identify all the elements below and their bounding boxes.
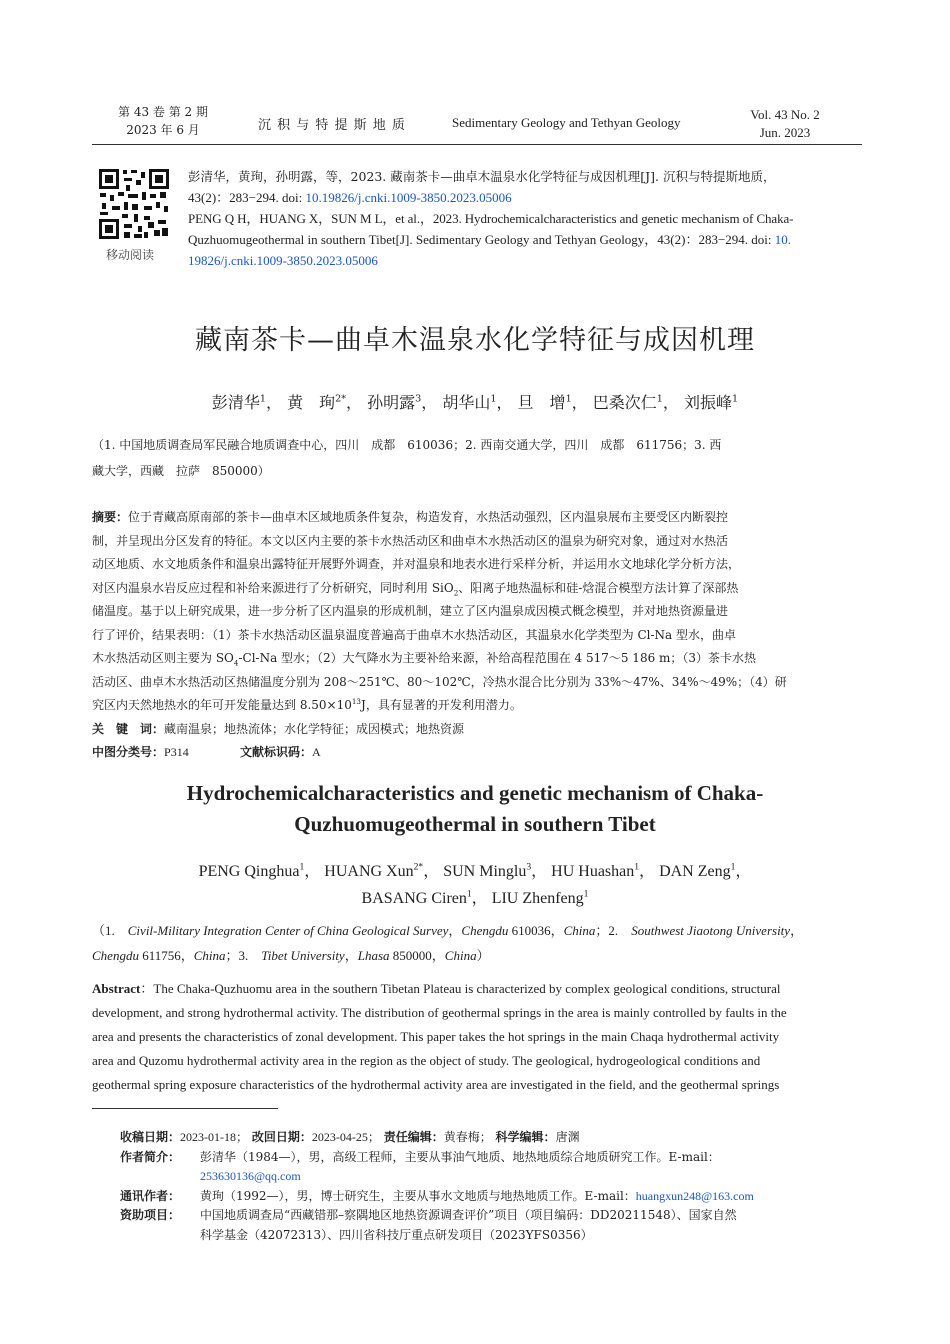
footnotes	[120, 1128, 864, 1245]
keywords-text: 藏南温泉；地热流体；水化学特征；成因模式；地热资源	[164, 721, 465, 736]
corresponding-email-link[interactable]: huangxun248@163.com	[635, 1188, 754, 1203]
author-cn: 刘振峰$^1$	[683, 393, 739, 412]
authors-cn: 彭清华$^1$， 黄 珣$^{2*}$， 孙明露$^3$， 胡华山$^1$， 旦 增$^1$， 巴桑次仁$^1$， 刘振峰$^1$	[211, 393, 739, 412]
author-cn: 胡华山$^1$	[442, 393, 497, 412]
classification	[92, 741, 864, 765]
abstract-en: Abstract：The Chaka-Quzhuomu area in the southern Tibetan Plateau is characterized by complex geological conditions, structural development, and strong hydrothermal activity. The distribution of geothermal springs in the area is mainly controlled by faults in the area and presents the characteristics of zonal development. This paper takes the hot springs in the main Chaqa hydrothermal activity area and Quzomu hydrothermal activity area in the region as the object of study. The geological, hydrogeological conditions and geothermal spring exposure characteristics of the hydrothermal activity area are investigated in the field, and the geothermal springs	[92, 981, 787, 1092]
author-en: LIU Zhenfeng$^1$	[491, 888, 589, 907]
authors-en	[0, 858, 950, 912]
footnote-dates: 收稿日期：2023-01-18； 改回日期：2023-04-25； 责任编辑：黄春梅； 科学编辑：唐渊	[120, 1130, 580, 1144]
citation-en-line3	[188, 250, 864, 271]
citation-en-text: Quzhuomugeothermal in southern Tibet[J]. Sedimentary Geology and Tethyan Geology，43(2)：283−294. doi:	[188, 232, 775, 247]
author-en: HU Huashan$^1$	[551, 861, 640, 880]
author-en: PENG Qinghua$^1$	[198, 861, 305, 880]
author-cn: 彭清华$^1$	[211, 393, 266, 412]
author-cn: 旦 增$^1$	[517, 393, 572, 412]
affiliation-en: （1. Civil-Military Integration Center of China Geological Survey，Chengdu 610036，China；2. Southwest Jiaotong University， Chengdu 611756，China；3. Tibet University，Lhasa 850000，China）	[92, 923, 804, 963]
title-cn: 藏南茶卡—曲卓木温泉水化学特征与成因机理	[195, 325, 755, 356]
affiliation-cn	[92, 432, 862, 484]
clc-value: P314	[164, 745, 189, 759]
footnote-rule	[92, 1108, 278, 1109]
volume-en: Vol. 43 No. 2	[750, 107, 820, 122]
citation-cn-line1: 彭清华，黄珣，孙明露，等，2023. 藏南茶卡—曲卓木温泉水化学特征与成因机理[J]. 沉积与特提斯地质，	[188, 169, 776, 184]
author-en: DAN Zeng$^1$	[659, 861, 736, 880]
doc-code-value: A	[312, 745, 321, 759]
citation-cn-pages: 43(2)：283−294. doi:	[188, 190, 306, 205]
citation-en-line1: PENG Q H，HUANG X，SUN M L，et al.，2023. Hydrochemicalcharacteristics and genetic mechanism of Chaka-	[188, 211, 794, 226]
citation-en-doi-link-part1[interactable]: 10.	[774, 232, 792, 247]
doc-code-label: 文献标识码：	[240, 745, 313, 759]
author-cn: 黄 珣$^{2*}$	[287, 393, 347, 412]
affiliation-cn-line2: 藏大学，西藏 拉萨 850000）	[92, 464, 270, 478]
journal-title-cn: 沉 积 与 特 提 斯 地 质	[258, 118, 406, 133]
title-en-line2: Quzhuomugeothermal in southern Tibet	[294, 812, 656, 836]
author-email-link[interactable]: 253630136@qq.com	[200, 1169, 301, 1183]
qr-label: 移动阅读	[106, 248, 155, 262]
citation-block	[188, 166, 864, 271]
keywords-label: 关 键 词：	[92, 721, 165, 736]
citation-en-doi-link-part2[interactable]: 19826/j.cnki.1009-3850.2023.05006	[188, 253, 378, 268]
abstract-cn: 摘要：位于青藏高原南部的茶卡—曲卓木区域地质条件复杂，构造发育，水热活动强烈，区内温泉展布主要受区内断裂控 制，并呈现出分区发育的特征。本文以区内主要的茶卡水热活动区和曲卓木水热活动区的温泉为研究对象，通过对水热活 动区地质、水文地质条件和温泉出露特征开展野外调查，并对温泉和地表水进行采样分析，并运用水文地球化学分析方法， 对区内温泉水岩反应过程和补给来源进行了分析研究，同时利用 SiO$_2$、阳离子地热温标和硅-焓混合模型方法计算了深部热 储温度。基于以上研究成果，进一步分析了区内温泉的形成机制，建立了区内温泉成因模式概念模型，并对地热资源量进 行了评价，结果表明：（1）茶卡水热活动区温泉温度普遍高于曲卓木水热活动区，其温泉水化学类型为 Cl-Na 型水，曲卓 木水热活动区则主要为 $SO_4-Cl-Na$ 型水；（2）大气降水为主要补给来源，补给高程范围在 4 517～5 186 m；（3）茶卡水热 活动区、曲卓木水热活动区热储温度分别为 208～251℃、80～102℃，冷热水混合比分别为 33%～47%、34%～49%；（4）研 究区内天然地热水的年可开发能量达到 $8.50\times 10^{13}J$，具有显著的开发利用潜力。 关 键 词：藏南温泉；地热流体；水化学特征；成因模式；地热资源 中图分类号：P314 文献标识码：A	[92, 506, 864, 765]
header-rule	[92, 144, 862, 145]
header-volume-cn	[108, 103, 218, 139]
author-en: BASANG Ciren$^1$	[361, 888, 472, 907]
citation-en-line2	[188, 229, 864, 250]
affiliation-cn-line1: （1. 中国地质调查局军民融合地质调查中心，四川 成都 610036；2. 西南交通大学，四川 成都 611756；3. 西	[92, 438, 722, 452]
header-volume-en	[730, 106, 840, 142]
citation-cn-doi-link[interactable]: 10.19826/j.cnki.1009-3850.2023.05006	[305, 190, 512, 205]
clc-label: 中图分类号：	[92, 745, 165, 759]
citation-cn-line2	[188, 187, 864, 208]
footnote-funding: 资助项目： 中国地质调查局“西藏错那–察隅地区地热资源调查评价”项目（项目编码：DD20211548）、国家自然 科学基金（42072313）、四川省科技厅重点研发项目（2023YFS0356）	[120, 1208, 737, 1242]
volume-cn: 第 43 卷 第 2 期	[118, 105, 208, 119]
footnote-author: 作者简介： 彭清华（1984—），男，高级工程师，主要从事油气地质、地热地质综合地质研究工作。E-mail： 253630136@qq.com	[120, 1149, 720, 1183]
title-en-line1: Hydrochemicalcharacteristics and genetic mechanism of Chaka-	[186, 781, 764, 805]
author-en: HUANG Xun$^{2*}$	[324, 861, 424, 880]
authors-en-line2: BASANG Ciren$^1$， LIU Zhenfeng$^1$	[361, 888, 589, 907]
author-cn: 巴桑次仁$^1$	[592, 393, 663, 412]
journal-title-en: Sedimentary Geology and Tethyan Geology	[452, 115, 681, 130]
keywords-cn	[92, 718, 864, 742]
author-cn: 孙明露$^3$	[367, 393, 422, 412]
title-en	[0, 778, 950, 840]
qr-code[interactable]	[98, 168, 170, 240]
date-cn: 2023 年 6 月	[126, 123, 200, 137]
abstract-en-label: Abstract	[92, 981, 141, 996]
date-en: Jun. 2023	[759, 125, 811, 140]
authors-en-line1: PENG Qinghua$^1$， HUANG Xun$^{2*}$， SUN Minglu$^3$， HU Huashan$^1$， DAN Zeng$^1$，	[198, 861, 752, 880]
abstract-cn-label: 摘要：	[92, 510, 129, 524]
footnote-corresponding: 通讯作者： 黄珣（1992—），男，博士研究生，主要从事水文地质与地热地质工作。E-mail：huangxun248@163.com	[120, 1188, 754, 1203]
author-en: SUN Minglu$^3$	[443, 861, 532, 880]
